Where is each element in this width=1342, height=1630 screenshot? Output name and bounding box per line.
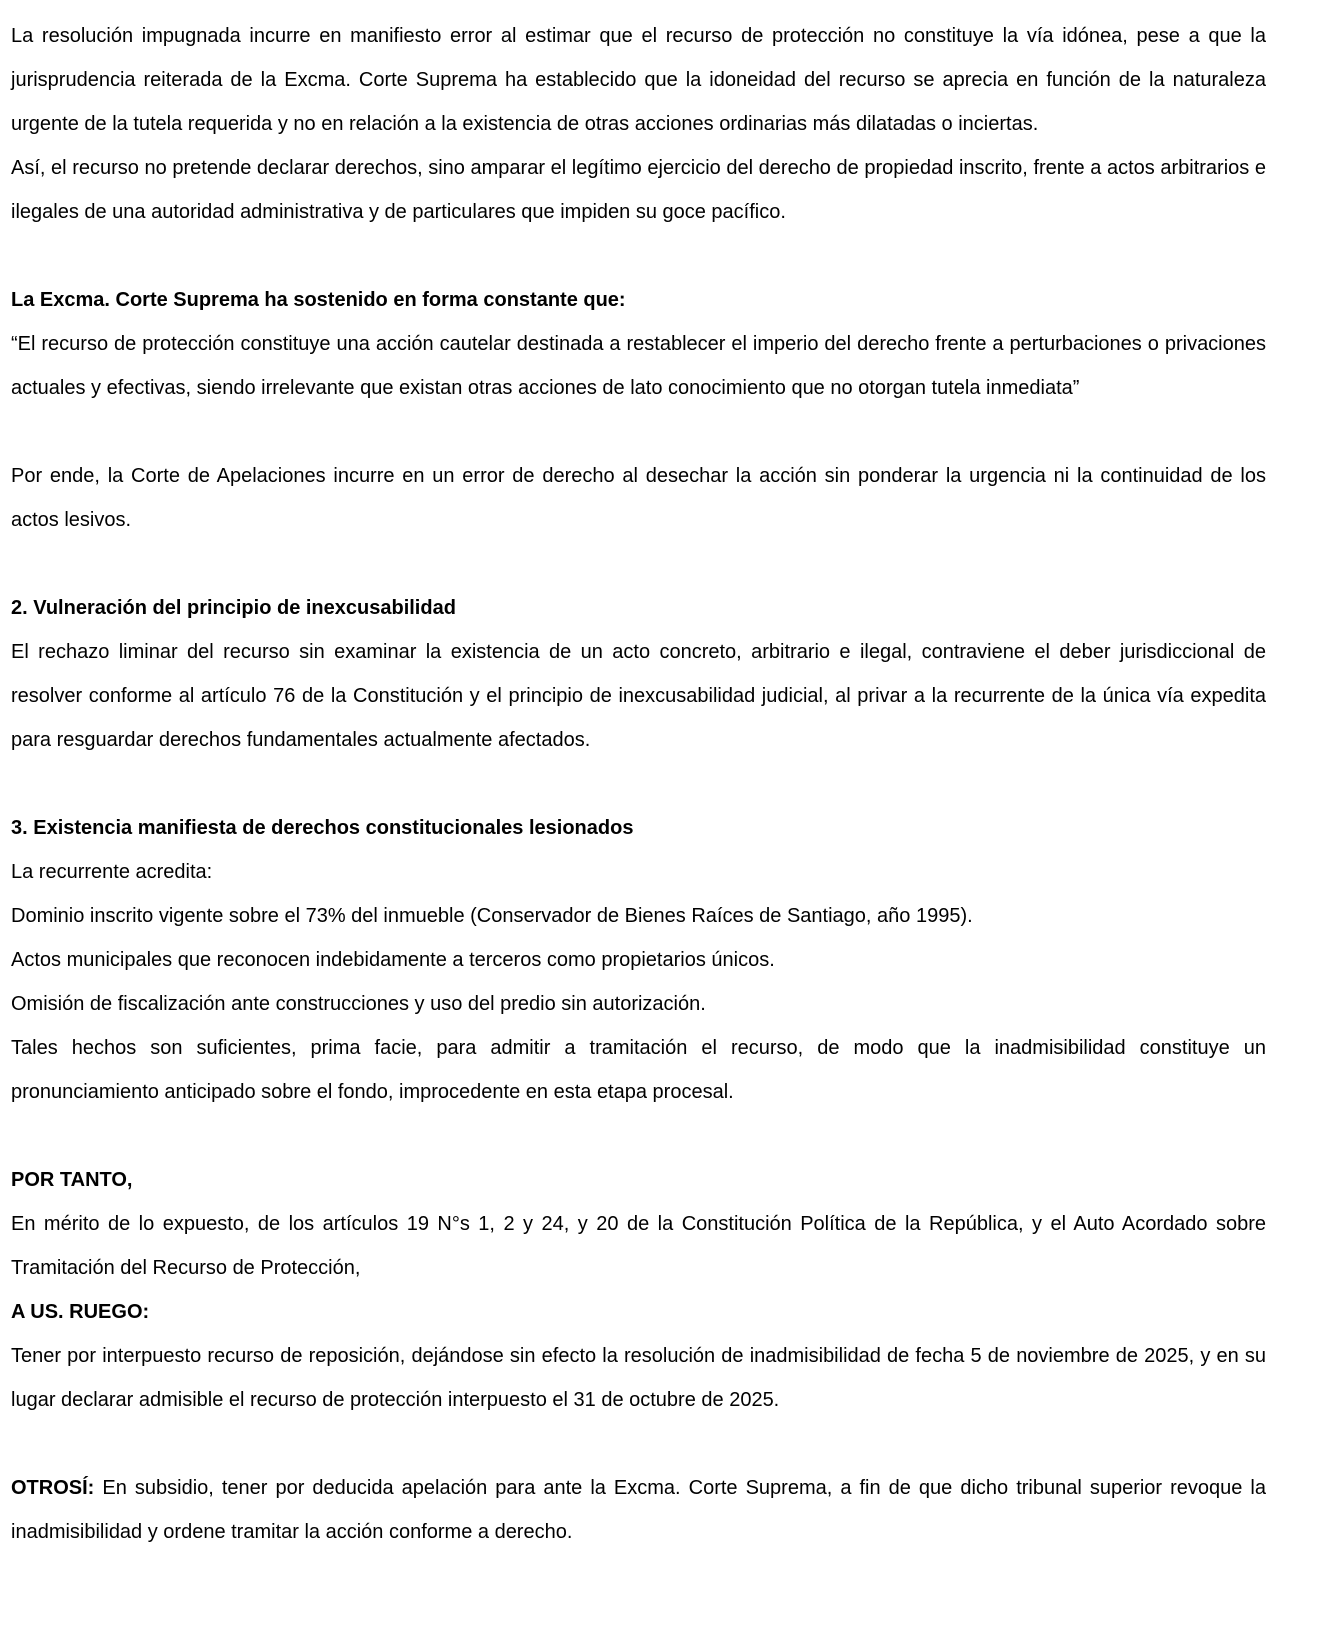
paragraph-omision: Omisión de fiscalización ante construcciones y uso del predio sin autorización. [11,993,706,1015]
paragraph-merito: En mérito de lo expuesto, de los artículos 19 N°s 1, 2 y 24, y 20 de la Constitución Política de la República, y el Auto Acordado sobre Tramitación del Recurso de Protección, [11,1213,1266,1279]
spacer [11,234,1266,278]
section-heading-2: 2. Vulneración del principio de inexcusabilidad [11,597,456,619]
paragraph-peticion: Tener por interpuesto recurso de reposición, dejándose sin efecto la resolución de inadmisibilidad de fecha 5 de noviembre de 2025, y en su lugar declarar admisible el recurso de protección interpuesto el 31 de octubre de 2025. [11,1345,1266,1411]
otrosi-text: En subsidio, tener por deducida apelación para ante la Excma. Corte Suprema, a fin de que dicho tribunal superior revoque la inadmisibilidad y ordene tramitar la acción conforme a derecho. [11,1477,1266,1543]
spacer [11,1114,1266,1158]
paragraph-actos-municipales: Actos municipales que reconocen indebidamente a terceros como propietarios únicos. [11,949,775,971]
spacer [11,1422,1266,1466]
section-heading-3: 3. Existencia manifiesta de derechos constitucionales lesionados [11,817,634,839]
paragraph-acredita: La recurrente acredita: [11,861,213,883]
heading-por-tanto: POR TANTO, [11,1169,133,1191]
paragraph-hechos: Tales hechos son suficientes, prima facie, para admitir a tramitación el recurso, de modo que la inadmisibilidad constituye un pronunciamiento anticipado sobre el fondo, improcedente en esta etapa procesal. [11,1037,1266,1103]
spacer [11,410,1266,454]
spacer [11,762,1266,806]
heading-corte-suprema: La Excma. Corte Suprema ha sostenido en forma constante que: [11,289,626,311]
paragraph-error-derecho: Por ende, la Corte de Apelaciones incurre en un error de derecho al desechar la acción sin ponderar la urgencia ni la continuidad de los actos lesivos. [11,465,1266,531]
paragraph-dominio: Dominio inscrito vigente sobre el 73% del inmueble (Conservador de Bienes Raíces de Santiago, año 1995). [11,905,973,927]
paragraph-inexcusabilidad: El rechazo liminar del recurso sin examinar la existencia de un acto concreto, arbitrario e ilegal, contraviene el deber jurisdiccional de resolver conforme al artículo 76 de la Constitución y el principio de inexcusabilidad judicial, al privar a la recurrente de la única vía expedita para resguardar derechos fundamentales actualmente afectados. [11,641,1266,751]
heading-ruego: A US. RUEGO: [11,1301,150,1323]
paragraph-amparo: Así, el recurso no pretende declarar derechos, sino amparar el legítimo ejercicio del derecho de propiedad inscrito, frente a actos arbitrarios e ilegales de una autoridad administrativa y de particulares que impiden su goce pacífico. [11,157,1266,223]
paragraph-otrosi [11,1466,1266,1554]
paragraph-idoneidad: La resolución impugnada incurre en manifiesto error al estimar que el recurso de protección no constituye la vía idónea, pese a que la jurisprudencia reiterada de la Excma. Corte Suprema ha establecido que la idoneidad del recurso se aprecia en función de la naturaleza urgente de la tutela requerida y no en relación a la existencia de otras acciones ordinarias más dilatadas o inciertas. [11,25,1266,135]
otrosi-label: OTROSÍ: [11,1477,95,1499]
quote-corte-suprema: “El recurso de protección constituye una acción cautelar destinada a restablecer el imperio del derecho frente a perturbaciones o privaciones actuales y efectivas, siendo irrelevante que existan otras acciones de lato conocimiento que no otorgan tutela inmediata” [11,333,1266,399]
spacer [11,542,1266,586]
